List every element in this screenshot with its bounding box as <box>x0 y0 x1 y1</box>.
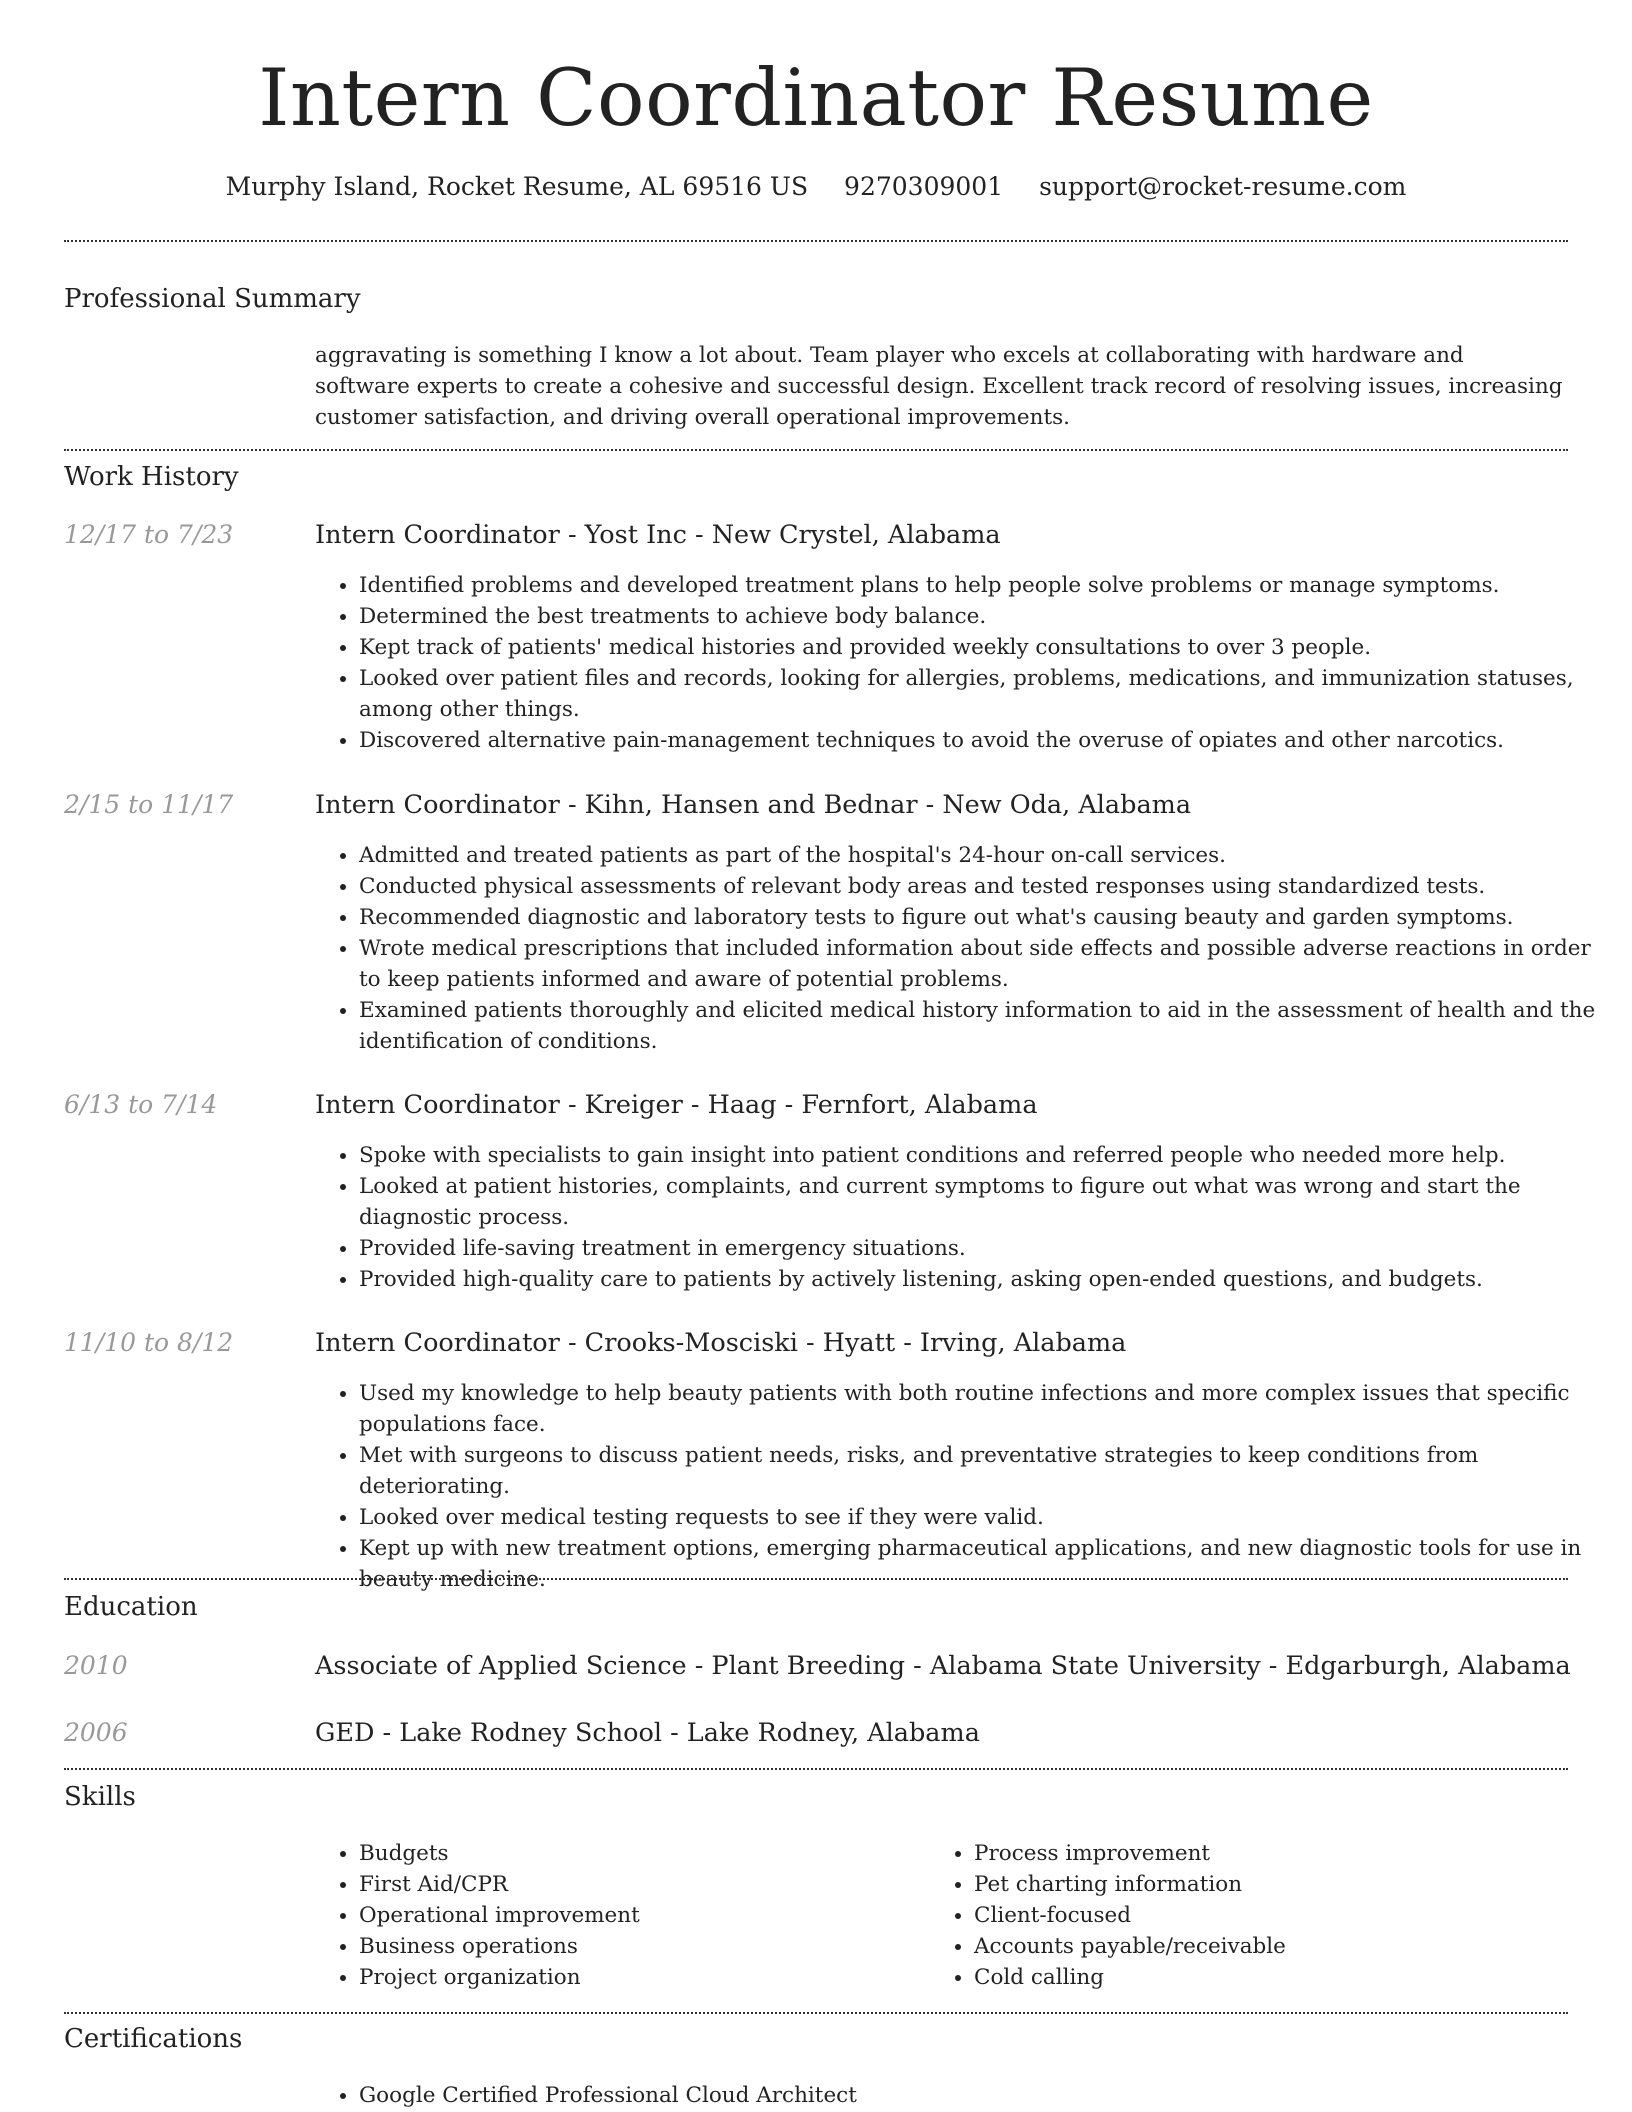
list-item: • Kept track of patients' medical histories and provided weekly consultations to over 3 people. <box>359 632 1609 663</box>
job-bullets <box>315 1140 1609 1295</box>
education-year: 2010 <box>64 1651 128 1680</box>
resume-title: Intern Coordinator Resume <box>258 52 1374 144</box>
list-item: • Conducted physical assessments of relevant body areas and tested responses using standardized tests. <box>359 871 1609 902</box>
list-item: • Looked over patient files and records, looking for allergies, problems, medications, and immunization statuses, among other things. <box>359 663 1609 725</box>
job-bullets <box>315 840 1609 1057</box>
list-item: • Kept up with new treatment options, emerging pharmaceutical applications, and new diagnostic tools for use in beauty medicine. <box>359 1533 1609 1595</box>
skill-item: • Client-focused <box>974 1900 1604 1931</box>
list-item: • Met with surgeons to discuss patient needs, risks, and preventative strategies to keep conditions from deteriorating. <box>359 1440 1609 1502</box>
job-bullets <box>315 1378 1609 1595</box>
section-heading-certifications: Certifications <box>64 2024 243 2054</box>
list-item: • Wrote medical prescriptions that included information about side effects and possible adverse reactions in order to keep patients informed and aware of potential problems. <box>359 933 1609 995</box>
divider <box>64 240 1568 242</box>
contact-line <box>0 172 1632 201</box>
job-date: 11/10 to 8/12 <box>64 1328 234 1357</box>
skills-list-right <box>930 1838 1604 1993</box>
education-entry: Associate of Applied Science - Plant Breeding - Alabama State University - Edgarburgh, Alabama <box>315 1651 1571 1681</box>
skill-item: • Process improvement <box>974 1838 1604 1869</box>
skill-item: • Project organization <box>359 1962 919 1993</box>
list-item: • Looked at patient histories, complaints, and current symptoms to figure out what was wrong and start the diagnostic process. <box>359 1171 1609 1233</box>
education-entry: GED - Lake Rodney School - Lake Rodney, Alabama <box>315 1718 980 1748</box>
certifications-list <box>315 2080 1609 2111</box>
skills-list-left <box>315 1838 919 1993</box>
section-heading-summary: Professional Summary <box>64 284 361 314</box>
list-item: • Discovered alternative pain-management techniques to avoid the overuse of opiates and other narcotics. <box>359 725 1609 756</box>
education-year: 2006 <box>64 1718 128 1747</box>
list-item: • Looked over medical testing requests to see if they were valid. <box>359 1502 1609 1533</box>
list-item: • Spoke with specialists to gain insight into patient conditions and referred people who needed more help. <box>359 1140 1609 1171</box>
job-title: Intern Coordinator - Crooks-Mosciski - Hyatt - Irving, Alabama <box>315 1328 1127 1358</box>
skill-item: • Operational improvement <box>359 1900 919 1931</box>
certification-item: • Google Certified Professional Cloud Architect <box>359 2080 1609 2111</box>
job-title: Intern Coordinator - Kihn, Hansen and Bednar - New Oda, Alabama <box>315 790 1192 820</box>
skill-item: • First Aid/CPR <box>359 1869 919 1900</box>
job-bullets <box>315 570 1609 756</box>
section-heading-work-history: Work History <box>64 462 239 492</box>
section-heading-skills: Skills <box>64 1782 136 1812</box>
list-item: • Admitted and treated patients as part of the hospital's 24-hour on-call services. <box>359 840 1609 871</box>
job-date: 6/13 to 7/14 <box>64 1090 218 1119</box>
skill-item: • Business operations <box>359 1931 919 1962</box>
job-title: Intern Coordinator - Kreiger - Haag - Fernfort, Alabama <box>315 1090 1038 1120</box>
summary-text: aggravating is something I know a lot about. Team player who excels at collaborating with hardware and software experts to create a cohesive and successful design. Excellent track record of resolving issues, increasing customer satisfaction, and driving overall operational improvements. <box>315 343 1563 430</box>
list-item: • Identified problems and developed treatment plans to help people solve problems or manage symptoms. <box>359 570 1609 601</box>
list-item: • Examined patients thoroughly and elicited medical history information to aid in the assessment of health and the identification of conditions. <box>359 995 1609 1057</box>
list-item: • Provided high-quality care to patients by actively listening, asking open-ended questions, and budgets. <box>359 1264 1609 1295</box>
skill-item: • Budgets <box>359 1838 919 1869</box>
divider <box>64 2012 1568 2014</box>
contact-address: Murphy Island, Rocket Resume, AL 69516 US <box>225 172 809 201</box>
list-item: • Recommended diagnostic and laboratory tests to figure out what's causing beauty and garden symptoms. <box>359 902 1609 933</box>
divider <box>64 449 1568 451</box>
skill-item: • Pet charting information <box>974 1869 1604 1900</box>
skill-item: • Cold calling <box>974 1962 1604 1993</box>
job-title: Intern Coordinator - Yost Inc - New Crystel, Alabama <box>315 520 1001 550</box>
contact-phone: 9270309001 <box>844 172 1004 201</box>
list-item: • Provided life-saving treatment in emergency situations. <box>359 1233 1609 1264</box>
contact-email: support@rocket-resume.com <box>1039 172 1407 201</box>
job-date: 12/17 to 7/23 <box>64 520 234 549</box>
job-date: 2/15 to 11/17 <box>64 790 234 819</box>
list-item: • Determined the best treatments to achieve body balance. <box>359 601 1609 632</box>
divider <box>64 1578 1568 1580</box>
list-item: • Used my knowledge to help beauty patients with both routine infections and more complex issues that specific populations face. <box>359 1378 1609 1440</box>
divider <box>64 1768 1568 1770</box>
section-heading-education: Education <box>64 1592 198 1622</box>
skill-item: • Accounts payable/receivable <box>974 1931 1604 1962</box>
